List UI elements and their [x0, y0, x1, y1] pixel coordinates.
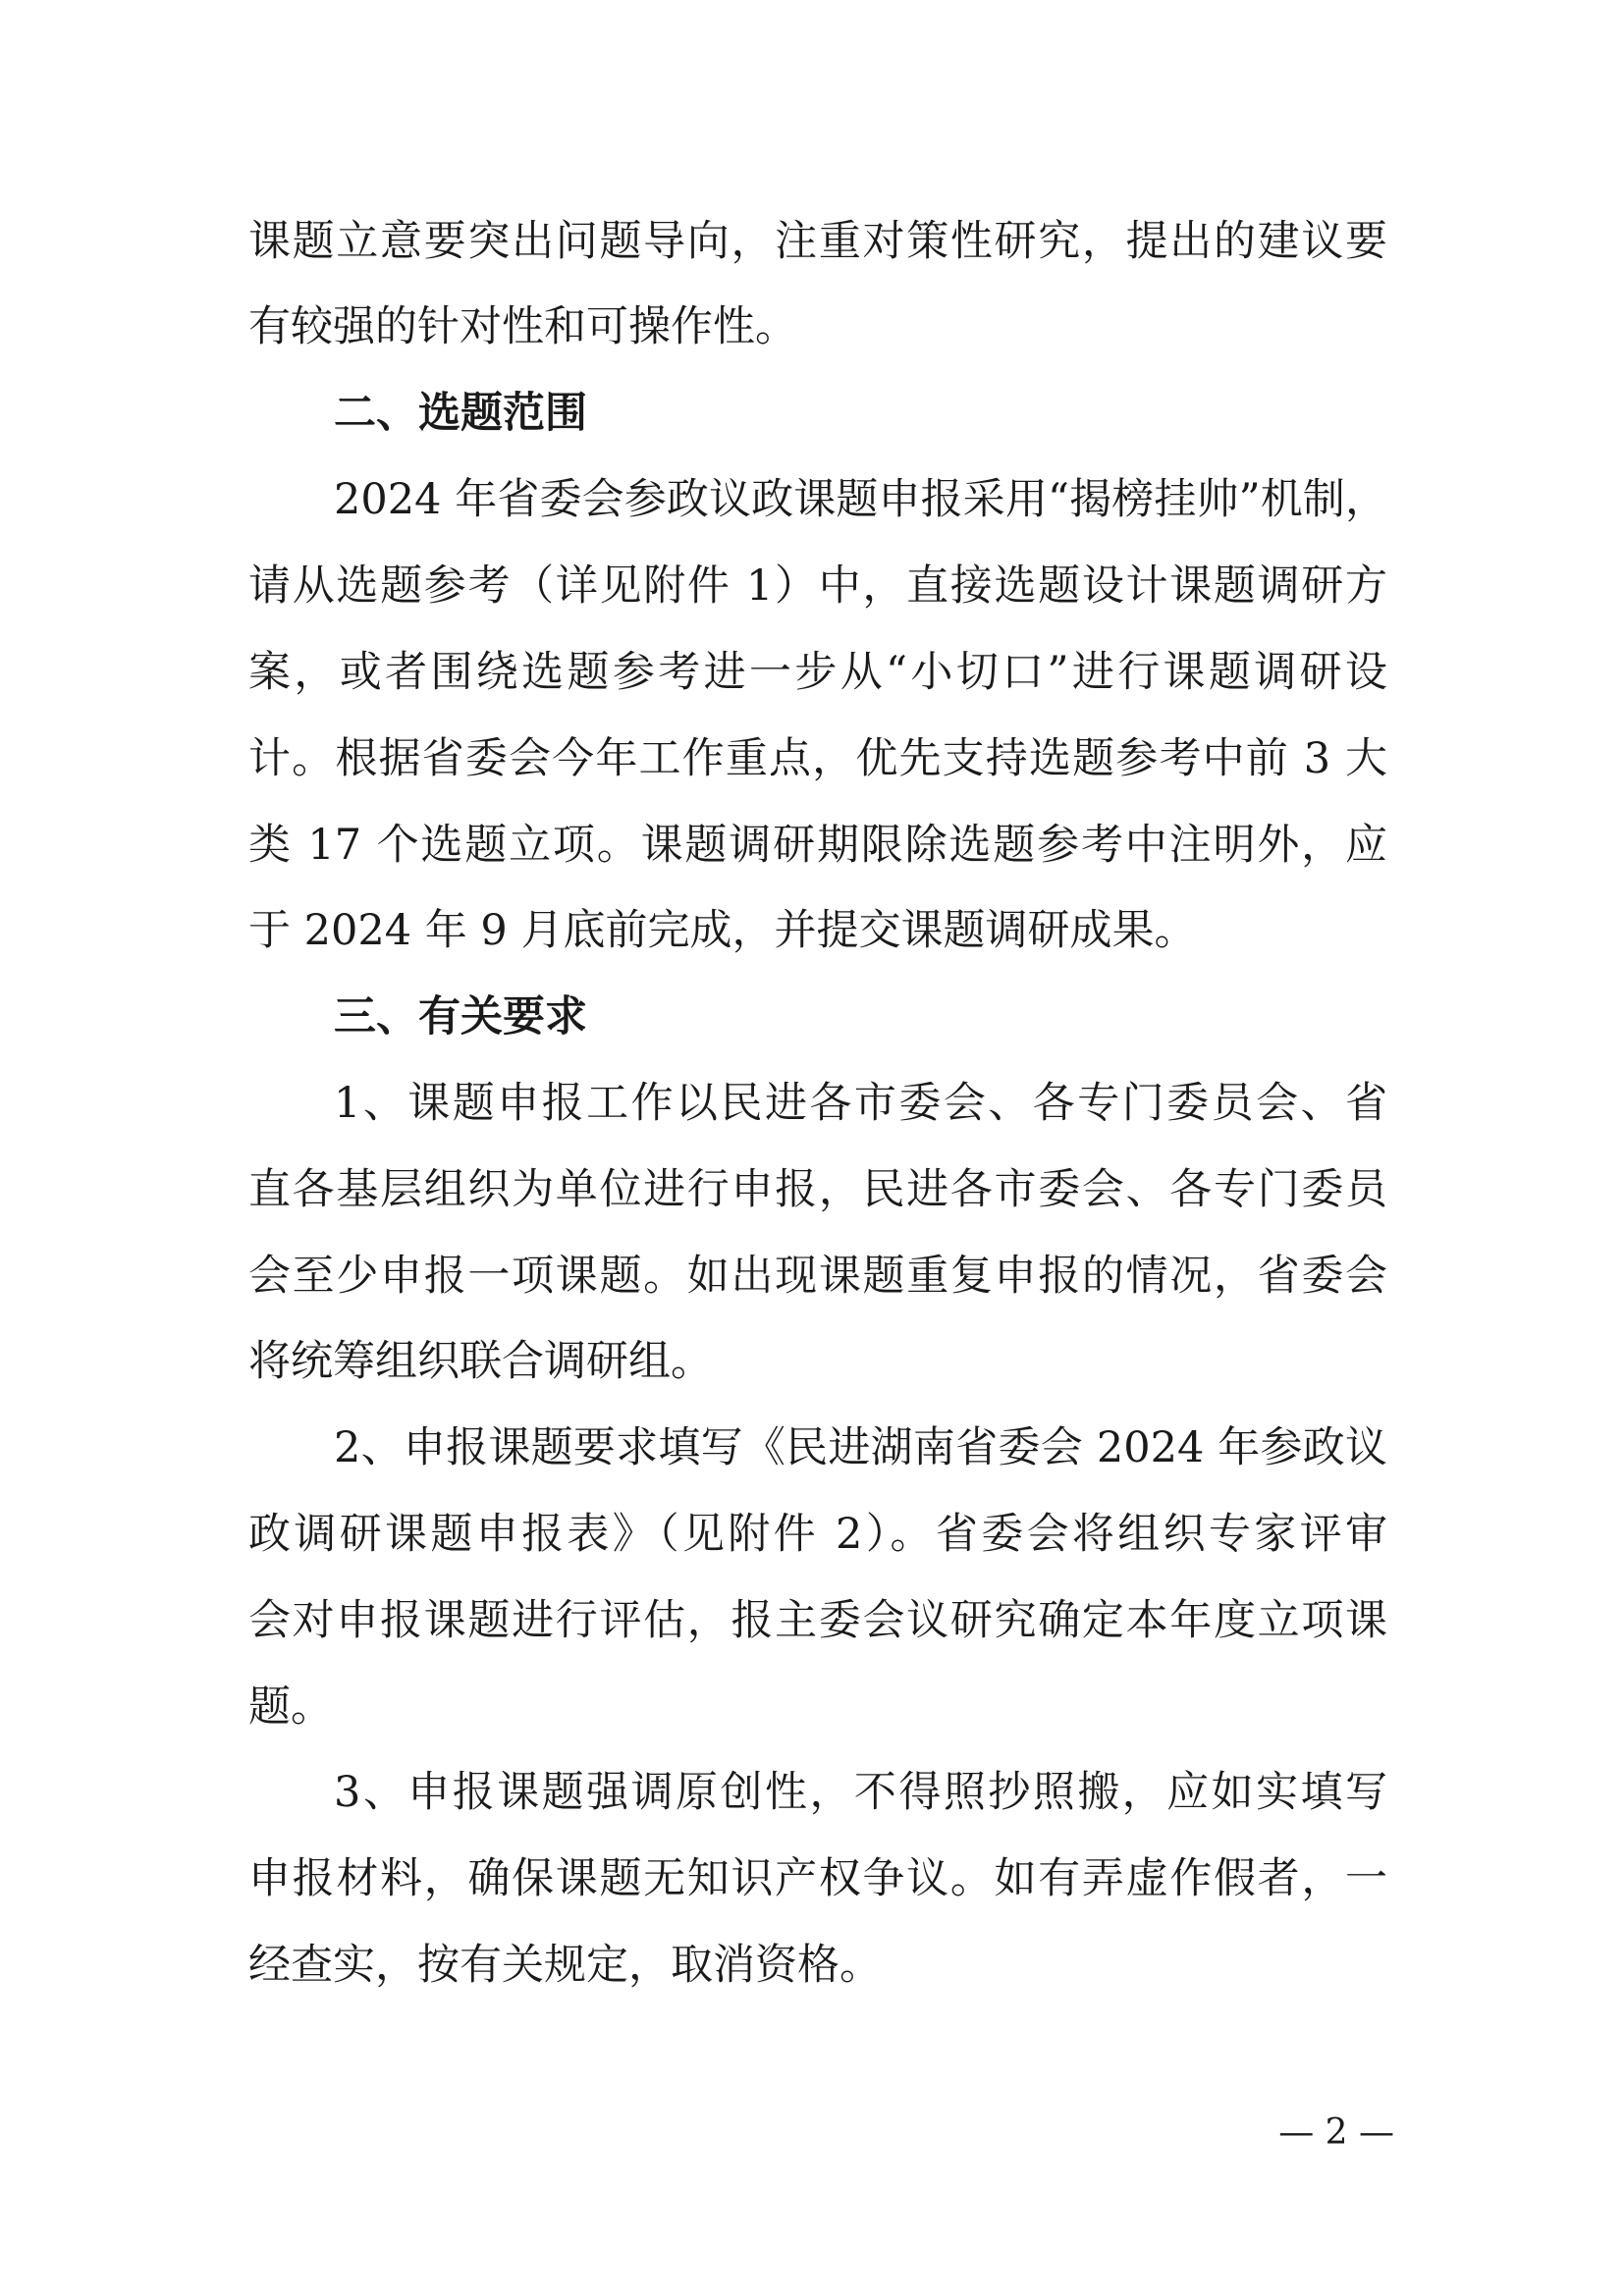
paragraph-line: 会至少申报一项课题。如出现课题重复申报的情况，省委会 — [248, 1252, 1387, 1301]
paragraph-line: 案，或者围绕选题参考进一步从“小切口”进行课题调研设 — [248, 648, 1387, 697]
page-number: — 2 — — [1278, 2112, 1394, 2153]
paragraph-line: 请从选题参考（详见附件 1）中，直接选题设计课题调研方 — [248, 561, 1387, 611]
paragraph-line: 申报材料，确保课题无知识产权争议。如有弄虚作假者，一 — [248, 1854, 1387, 1903]
paragraph-line: 计。根据省委会今年工作重点，优先支持选题参考中前 3 大 — [248, 734, 1387, 783]
section-heading-requirements: 三、有关要求 — [334, 992, 587, 1041]
paragraph-line: 经查实，按有关规定，取消资格。 — [248, 1941, 882, 1990]
paragraph-line: 政调研课题申报表》（见附件 2）。省委会将组织专家评审 — [248, 1510, 1387, 1559]
section-heading-scope: 二、选题范围 — [334, 389, 587, 438]
paragraph-line: 课题立意要突出问题导向，注重对策性研究，提出的建议要 — [248, 217, 1387, 266]
paragraph-line: 有较强的针对性和可操作性。 — [248, 302, 797, 351]
paragraph-line: 1、课题申报工作以民进各市委会、各专门委员会、省 — [334, 1079, 1387, 1128]
paragraph-line: 将统筹组织联合调研组。 — [248, 1337, 713, 1386]
paragraph-line: 2、申报课题要求填写《民进湖南省委会 2024 年参政议 — [334, 1423, 1387, 1472]
paragraph-line: 于 2024 年 9 月底前完成，并提交课题调研成果。 — [248, 906, 1197, 955]
paragraph-line: 题。 — [248, 1682, 333, 1732]
paragraph-line: 直各基层组织为单位进行申报，民进各市委会、各专门委员 — [248, 1165, 1387, 1214]
paragraph-line: 2024 年省委会参政议政课题申报采用“揭榜挂帅”机制， — [334, 475, 1387, 524]
paragraph-line: 类 17 个选题立项。课题调研期限除选题参考中注明外，应 — [248, 821, 1387, 870]
paragraph-line: 3、申报课题强调原创性，不得照抄照搬，应如实填写 — [334, 1768, 1387, 1817]
paragraph-line: 会对申报课题进行评估，报主委会议研究确定本年度立项课 — [248, 1596, 1387, 1645]
